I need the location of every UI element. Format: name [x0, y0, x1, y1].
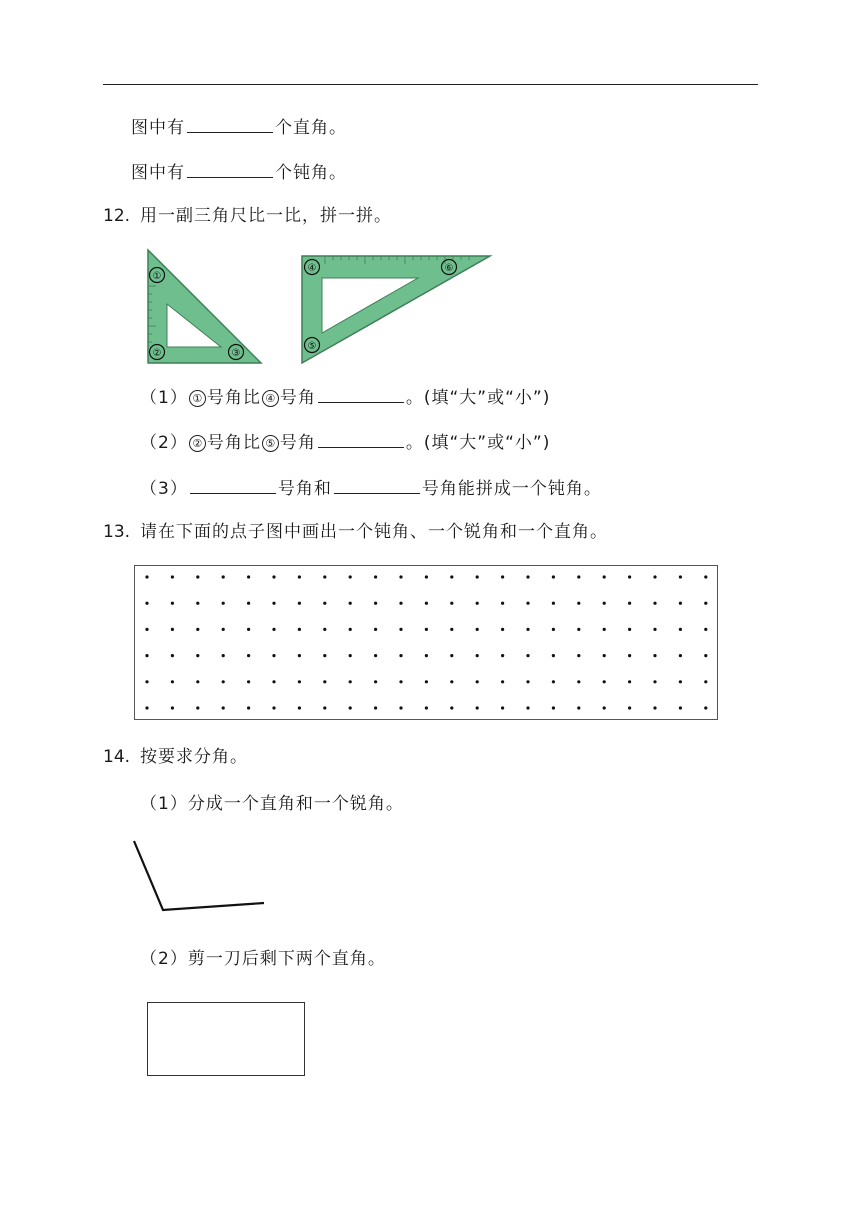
grid-dot[interactable] — [501, 602, 504, 605]
grid-dot[interactable] — [374, 654, 377, 657]
grid-dot[interactable] — [247, 628, 250, 631]
grid-dot[interactable] — [603, 706, 606, 709]
grid-dot[interactable] — [323, 680, 326, 683]
answer-blank[interactable] — [334, 475, 420, 494]
grid-dot[interactable] — [298, 628, 301, 631]
header-rule — [103, 84, 758, 85]
grid-dot[interactable] — [501, 706, 504, 709]
grid-dot[interactable] — [272, 628, 275, 631]
angle-label-5: ⑤ — [307, 341, 317, 352]
grid-dot[interactable] — [425, 706, 428, 709]
grid-dot[interactable] — [526, 654, 529, 657]
grid-dot[interactable] — [476, 654, 479, 657]
angle-label-1: ① — [152, 271, 162, 282]
grid-dot[interactable] — [222, 575, 225, 578]
grid-dot[interactable] — [704, 575, 707, 578]
text: 号角 — [279, 388, 316, 408]
text: 个直角。 — [275, 118, 347, 138]
grid-dot[interactable] — [450, 575, 453, 578]
grid-dot[interactable] — [603, 602, 606, 605]
question-12 — [103, 204, 392, 228]
grid-dot[interactable] — [425, 654, 428, 657]
grid-dot[interactable] — [552, 680, 555, 683]
grid-dot[interactable] — [628, 706, 631, 709]
grid-dot[interactable] — [704, 654, 707, 657]
angle-label-2: ② — [152, 348, 162, 359]
grid-dot[interactable] — [450, 654, 453, 657]
grid-dot[interactable] — [526, 706, 529, 709]
grid-dot[interactable] — [577, 575, 580, 578]
grid-dot[interactable] — [171, 575, 174, 578]
angle-label-4: ④ — [307, 263, 317, 274]
grid-dot[interactable] — [349, 654, 352, 657]
q12-sub1 — [140, 384, 550, 410]
angle-label-3: ③ — [231, 348, 241, 359]
grid-dot[interactable] — [450, 628, 453, 631]
grid-dot[interactable] — [526, 628, 529, 631]
grid-dot[interactable] — [349, 706, 352, 709]
grid-dot[interactable] — [298, 680, 301, 683]
grid-dot[interactable] — [247, 680, 250, 683]
grid-dot[interactable] — [603, 654, 606, 657]
question-13 — [103, 520, 608, 544]
set-squares-figure — [145, 246, 495, 368]
grid-dot[interactable] — [425, 628, 428, 631]
answer-blank[interactable] — [318, 384, 404, 403]
grid-dot[interactable] — [145, 628, 148, 631]
text: 图中有 — [131, 118, 185, 138]
text: 。(填“大”或“小”) — [405, 388, 551, 408]
grid-dot[interactable] — [323, 654, 326, 657]
grid-dot[interactable] — [577, 602, 580, 605]
question-14 — [103, 745, 248, 769]
grid-dot[interactable] — [145, 706, 148, 709]
grid-dot[interactable] — [679, 706, 682, 709]
rectangle-figure[interactable] — [147, 1002, 305, 1076]
grid-dot[interactable] — [349, 680, 352, 683]
grid-dot[interactable] — [272, 680, 275, 683]
grid-dot[interactable] — [196, 628, 199, 631]
grid-dot[interactable] — [653, 575, 656, 578]
grid-dot[interactable] — [704, 706, 707, 709]
grid-dot[interactable] — [501, 575, 504, 578]
grid-dot[interactable] — [526, 575, 529, 578]
thirty-sixty-set-square — [302, 256, 490, 363]
grid-dot[interactable] — [196, 575, 199, 578]
grid-dot[interactable] — [222, 628, 225, 631]
question-number: 13. — [103, 522, 131, 542]
grid-dot[interactable] — [374, 575, 377, 578]
question-number: 12. — [103, 206, 131, 226]
grid-dot[interactable] — [374, 628, 377, 631]
grid-dot[interactable] — [425, 680, 428, 683]
grid-dot[interactable] — [247, 575, 250, 578]
grid-dot[interactable] — [374, 602, 377, 605]
grid-dot[interactable] — [628, 680, 631, 683]
grid-dot[interactable] — [272, 706, 275, 709]
text: 号角能拼成一个钝角。 — [421, 479, 602, 499]
grid-dot[interactable] — [552, 706, 555, 709]
grid-dot[interactable] — [653, 680, 656, 683]
grid-dot[interactable] — [679, 575, 682, 578]
sub-text: （2）剪一刀后剩下两个直角。 — [140, 949, 386, 969]
grid-dot[interactable] — [171, 654, 174, 657]
grid-dot[interactable] — [577, 680, 580, 683]
grid-dot[interactable] — [298, 706, 301, 709]
grid-dot[interactable] — [374, 680, 377, 683]
grid-dot[interactable] — [653, 706, 656, 709]
sub-tag: （1） — [140, 388, 188, 408]
grid-dot[interactable] — [272, 654, 275, 657]
grid-dot[interactable] — [399, 680, 402, 683]
grid-dot[interactable] — [679, 680, 682, 683]
grid-dot[interactable] — [196, 706, 199, 709]
grid-dot[interactable] — [399, 628, 402, 631]
grid-dot[interactable] — [704, 628, 707, 631]
grid-dot[interactable] — [196, 654, 199, 657]
grid-dot[interactable] — [171, 602, 174, 605]
sub-tag: （2） — [140, 433, 188, 453]
grid-dot[interactable] — [349, 602, 352, 605]
answer-blank[interactable] — [190, 475, 276, 494]
grid-dot[interactable] — [501, 628, 504, 631]
grid-dot[interactable] — [501, 680, 504, 683]
grid-dot[interactable] — [450, 602, 453, 605]
grid-dot[interactable] — [425, 602, 428, 605]
text: 号角比 — [206, 388, 261, 408]
grid-dot[interactable] — [247, 654, 250, 657]
angle-label-6: ⑥ — [444, 263, 454, 274]
grid-dot[interactable] — [552, 628, 555, 631]
grid-dot[interactable] — [476, 628, 479, 631]
grid-dot[interactable] — [272, 602, 275, 605]
answer-blank[interactable] — [187, 159, 273, 178]
grid-dot[interactable] — [323, 628, 326, 631]
q12-sub3 — [140, 475, 602, 501]
q14-sub1 — [140, 792, 404, 816]
grid-dot[interactable] — [577, 628, 580, 631]
text: 图中有 — [131, 163, 185, 183]
grid-dot[interactable] — [653, 628, 656, 631]
grid-dot[interactable] — [425, 575, 428, 578]
prev-line-right-angles — [131, 114, 347, 140]
grid-dot[interactable] — [577, 706, 580, 709]
dot-grid-box[interactable] — [134, 565, 718, 720]
grid-dot[interactable] — [653, 654, 656, 657]
grid-dot[interactable] — [679, 602, 682, 605]
grid-dot[interactable] — [552, 654, 555, 657]
grid-dot[interactable] — [222, 680, 225, 683]
grid-dot[interactable] — [628, 575, 631, 578]
grid-dot[interactable] — [171, 706, 174, 709]
grid-dot[interactable] — [450, 706, 453, 709]
grid-dot[interactable] — [399, 602, 402, 605]
sub-tag: （3） — [140, 479, 188, 499]
obtuse-angle-figure[interactable] — [128, 836, 270, 916]
grid-dot[interactable] — [577, 654, 580, 657]
grid-dot[interactable] — [526, 602, 529, 605]
text: 号角和 — [277, 479, 332, 499]
angle-ref-2: ② — [189, 435, 206, 452]
question-text: 按要求分角。 — [140, 747, 249, 767]
angle-ref-4: ④ — [262, 390, 279, 407]
grid-dot[interactable] — [171, 628, 174, 631]
grid-dot[interactable] — [399, 706, 402, 709]
q14-sub2 — [140, 947, 386, 971]
grid-dot[interactable] — [476, 602, 479, 605]
grid-dot[interactable] — [653, 602, 656, 605]
grid-dot[interactable] — [603, 628, 606, 631]
grid-dot[interactable] — [603, 575, 606, 578]
grid-dot[interactable] — [552, 602, 555, 605]
text: 。(填“大”或“小”) — [405, 433, 551, 453]
grid-dot[interactable] — [196, 680, 199, 683]
grid-dot[interactable] — [272, 575, 275, 578]
grid-dot[interactable] — [399, 575, 402, 578]
grid-dot[interactable] — [628, 602, 631, 605]
grid-dot[interactable] — [247, 706, 250, 709]
grid-dot[interactable] — [145, 602, 148, 605]
grid-dot[interactable] — [526, 680, 529, 683]
grid-dot[interactable] — [501, 654, 504, 657]
grid-dot[interactable] — [222, 706, 225, 709]
grid-dot[interactable] — [476, 680, 479, 683]
grid-dot[interactable] — [298, 602, 301, 605]
text: 个钝角。 — [275, 163, 347, 183]
dot-grid[interactable] — [135, 566, 716, 718]
grid-dot[interactable] — [323, 706, 326, 709]
grid-dot[interactable] — [349, 575, 352, 578]
grid-dot[interactable] — [196, 602, 199, 605]
answer-blank[interactable] — [318, 429, 404, 448]
grid-dot[interactable] — [222, 654, 225, 657]
text: 号角比 — [206, 433, 261, 453]
angle-ref-5: ⑤ — [262, 435, 279, 452]
grid-dot[interactable] — [145, 575, 148, 578]
question-text: 用一副三角尺比一比，拼一拼。 — [140, 206, 393, 226]
isosceles-set-square — [148, 250, 261, 363]
prev-line-obtuse-angles — [131, 159, 347, 185]
grid-dot[interactable] — [349, 628, 352, 631]
grid-dot[interactable] — [628, 628, 631, 631]
grid-dot[interactable] — [603, 680, 606, 683]
grid-dot[interactable] — [171, 680, 174, 683]
grid-dot[interactable] — [298, 575, 301, 578]
grid-dot[interactable] — [704, 602, 707, 605]
grid-dot[interactable] — [374, 706, 377, 709]
grid-dot[interactable] — [679, 628, 682, 631]
q12-sub2 — [140, 429, 550, 455]
sub-text: （1）分成一个直角和一个锐角。 — [140, 794, 404, 814]
grid-dot[interactable] — [323, 575, 326, 578]
grid-dot[interactable] — [552, 575, 555, 578]
question-number: 14. — [103, 747, 131, 767]
question-text: 请在下面的点子图中画出一个钝角、一个锐角和一个直角。 — [140, 522, 609, 542]
grid-dot[interactable] — [298, 654, 301, 657]
grid-dot[interactable] — [145, 680, 148, 683]
grid-dot[interactable] — [628, 654, 631, 657]
grid-dot[interactable] — [323, 602, 326, 605]
grid-dot[interactable] — [222, 602, 225, 605]
grid-dot[interactable] — [399, 654, 402, 657]
grid-dot[interactable] — [704, 680, 707, 683]
grid-dot[interactable] — [476, 575, 479, 578]
angle-ref-1: ① — [189, 390, 206, 407]
grid-dot[interactable] — [450, 680, 453, 683]
grid-dot[interactable] — [145, 654, 148, 657]
answer-blank[interactable] — [187, 114, 273, 133]
grid-dot[interactable] — [247, 602, 250, 605]
grid-dot[interactable] — [679, 654, 682, 657]
grid-dot[interactable] — [476, 706, 479, 709]
text: 号角 — [279, 433, 316, 453]
